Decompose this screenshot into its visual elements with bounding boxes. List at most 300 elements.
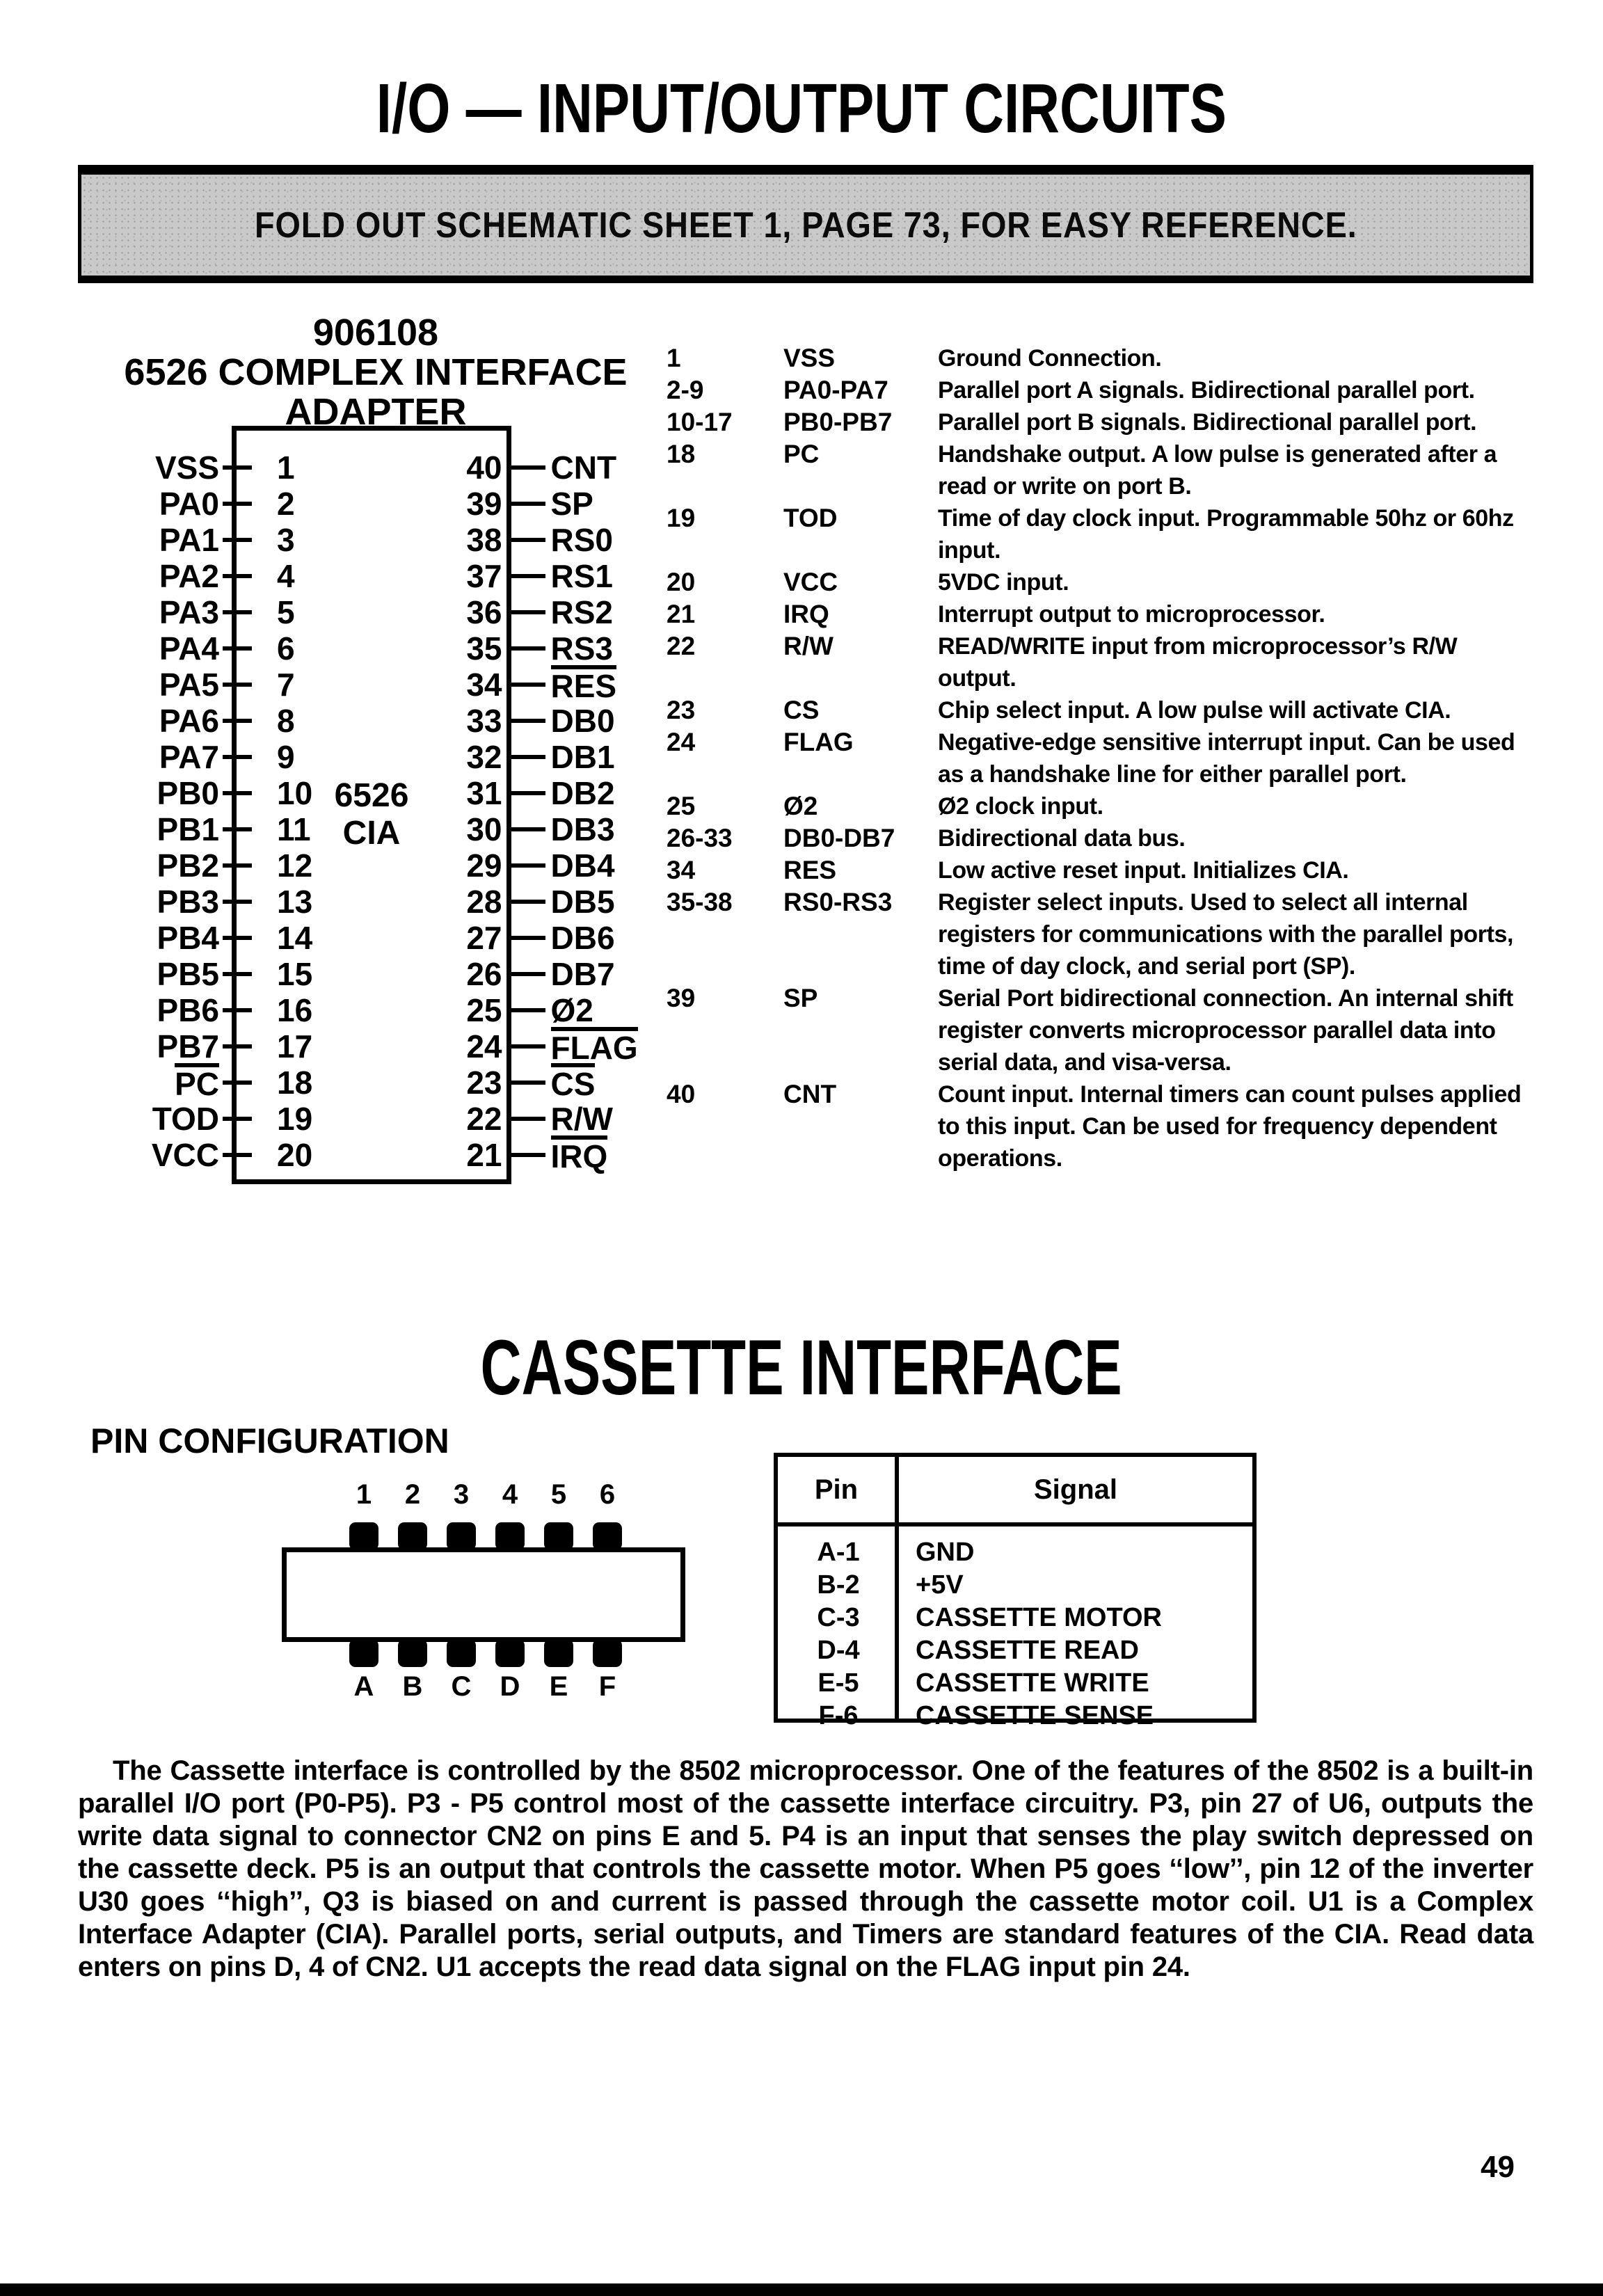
- connector-top-labels: [349, 1479, 622, 1510]
- left-pin-line: [221, 667, 252, 703]
- cassette-pin-cell: B-2: [817, 1570, 860, 1600]
- left-pin-line: [221, 558, 252, 594]
- pin-line-bar: [511, 1153, 545, 1157]
- pin-description-row: [667, 886, 1533, 982]
- description-pin-numbers: 26-33: [667, 824, 733, 852]
- cassette-pin-cell: A-1: [817, 1538, 860, 1567]
- description-pin-numbers: 24: [667, 728, 696, 756]
- left-pin-label: PB3: [157, 884, 219, 920]
- pin-description-row: [667, 790, 1533, 822]
- connector-pin-number: 2: [404, 1479, 421, 1510]
- right-pin-label: RES: [545, 665, 648, 705]
- pin-description-row: [667, 374, 1533, 406]
- right-pin-number: 39: [466, 486, 502, 522]
- left-pin-number: 4: [277, 558, 295, 594]
- description-text: Register select inputs. Used to select all internal registers for communications with the parallel ports, time of day clock, and serial port (SP).: [938, 889, 1514, 980]
- description-pin-numbers: 25: [667, 792, 696, 820]
- left-pin-number: 12: [277, 847, 313, 884]
- description-pin-numbers: 10-17: [667, 408, 733, 436]
- description-text: Parallel port A signals. Bidirectional parallel port.: [938, 377, 1475, 404]
- cassette-table-row: [778, 1700, 1252, 1732]
- left-pin-label: PA0: [159, 486, 219, 522]
- right-pin-number: 40: [466, 449, 502, 486]
- connector-pin-letter: B: [402, 1671, 423, 1702]
- left-pin-number: 18: [277, 1065, 313, 1101]
- right-pin-label: DB0: [550, 703, 615, 739]
- left-pin-line: [221, 1028, 252, 1065]
- right-pin-label: DB4: [550, 847, 615, 884]
- cassette-table-row: [778, 1569, 1252, 1602]
- right-pin-line: [502, 594, 545, 630]
- connector-tooth: [349, 1639, 378, 1667]
- connector-tooth: [544, 1522, 573, 1550]
- chip-pin-row: [104, 920, 647, 956]
- cassette-signal-cell: +5V: [916, 1570, 964, 1600]
- description-text: Serial Port bidirectional connection. An internal shift register converts microprocessor parallel data into serial data, and visa-versa.: [938, 985, 1513, 1076]
- description-pin-numbers: 18: [667, 440, 696, 468]
- pin-description-row: [667, 598, 1533, 630]
- right-pin-line: [502, 630, 545, 667]
- page-title-text: I/O — INPUT/OUTPUT CIRCUITS: [376, 70, 1227, 148]
- description-text: Handshake output. A low pulse is generated after a read or write on port B.: [938, 441, 1497, 500]
- description-pin-name: TOD: [783, 504, 838, 532]
- pin-line-bar: [223, 574, 252, 578]
- right-pin-line: [502, 703, 545, 739]
- left-pin-label: PA4: [159, 630, 219, 667]
- right-pin-label: FLAG: [545, 1027, 648, 1067]
- description-pin-numbers: 34: [667, 856, 696, 884]
- connector-top-teeth: [349, 1522, 622, 1550]
- description-pin-name: IRQ: [783, 600, 829, 628]
- pin-line-bar: [223, 1153, 252, 1157]
- left-pin-number: 6: [277, 630, 295, 667]
- cassette-pin-cell: E-5: [818, 1668, 859, 1698]
- chip-name-line1: 6526 COMPLEX INTERFACE: [124, 351, 628, 393]
- right-pin-number: 37: [466, 558, 502, 594]
- right-pin-line: [502, 522, 545, 558]
- right-pin-number: 26: [466, 956, 502, 992]
- description-text: Chip select input. A low pulse will activate CIA.: [938, 697, 1451, 724]
- pin-line-bar: [223, 1044, 252, 1049]
- right-pin-label: DB1: [550, 739, 615, 775]
- cassette-interface-heading-text: CASSETTE INTERFACE: [480, 1324, 1123, 1411]
- pin-line-bar: [511, 1044, 545, 1049]
- description-text: Ø2 clock input.: [938, 793, 1103, 820]
- right-pin-label: CNT: [550, 449, 617, 486]
- right-pin-number: 38: [466, 522, 502, 558]
- chip-pin-row: [104, 594, 647, 630]
- left-pin-label: PA3: [159, 594, 219, 630]
- chip-pin-row: [104, 847, 647, 884]
- connector-tooth: [544, 1639, 573, 1667]
- right-pin-label: SP: [550, 486, 593, 522]
- left-pin-line: [221, 703, 252, 739]
- right-pin-line: [502, 486, 545, 522]
- left-pin-line: [221, 449, 252, 486]
- description-pin-name: VSS: [783, 344, 836, 372]
- right-pin-line: [502, 956, 545, 992]
- chip-pin-row: [104, 739, 647, 775]
- right-pin-line: [502, 1065, 545, 1101]
- connector-tooth: [593, 1522, 622, 1550]
- pin-line-bar: [511, 574, 545, 578]
- pin-line-bar: [511, 610, 545, 614]
- pin-line-bar: [511, 972, 545, 976]
- pin-line-bar: [223, 972, 252, 976]
- pin-description-row: [667, 726, 1533, 790]
- pin-line-bar: [223, 610, 252, 614]
- pin-line-bar: [223, 863, 252, 868]
- chip-heading: [104, 313, 647, 432]
- description-pin-numbers: 40: [667, 1080, 696, 1108]
- left-pin-number: 11: [277, 811, 311, 847]
- right-pin-line: [502, 884, 545, 920]
- description-pin-name: CNT: [783, 1080, 837, 1108]
- connector-tooth: [495, 1639, 525, 1667]
- cassette-table-row: [778, 1634, 1252, 1667]
- left-pin-number: 10: [277, 775, 313, 811]
- left-pin-line: [221, 486, 252, 522]
- pin-line-bar: [511, 1008, 545, 1012]
- right-pin-label: CS: [545, 1063, 648, 1103]
- description-pin-numbers: 1: [667, 344, 681, 372]
- pin-description-row: [667, 438, 1533, 502]
- left-pin-number: 19: [277, 1101, 313, 1137]
- left-pin-number: 15: [277, 956, 313, 992]
- left-pin-line: [221, 594, 252, 630]
- cassette-table-row: [778, 1602, 1252, 1634]
- right-pin-number: 28: [466, 884, 502, 920]
- right-pin-number: 33: [466, 703, 502, 739]
- left-pin-line: [221, 1137, 252, 1173]
- cassette-table-row: [778, 1536, 1252, 1569]
- right-pin-number: 24: [466, 1028, 502, 1065]
- pin-line-bar: [223, 538, 252, 542]
- pin-description-row: [667, 822, 1533, 854]
- right-pin-number: 36: [466, 594, 502, 630]
- right-pin-label: DB7: [550, 956, 615, 992]
- pin-line-bar: [223, 755, 252, 759]
- pin-description-list: [667, 342, 1533, 1174]
- connector-pin-letter: F: [598, 1671, 616, 1702]
- connector-tooth: [495, 1522, 525, 1550]
- chip-pin-row: [104, 630, 647, 667]
- description-text: Bidirectional data bus.: [938, 825, 1186, 852]
- left-pin-number: 7: [277, 667, 295, 703]
- connector-bottom-labels: [349, 1671, 622, 1703]
- description-pin-numbers: 35-38: [667, 888, 733, 916]
- left-pin-label: PA1: [159, 522, 219, 558]
- right-pin-label: DB5: [550, 884, 615, 920]
- connector-bottom-teeth: [349, 1639, 622, 1667]
- chip-pin-row: [104, 522, 647, 558]
- chip-pin-row: [104, 667, 647, 703]
- right-pin-line: [502, 739, 545, 775]
- left-pin-line: [221, 920, 252, 956]
- description-pin-name: FLAG: [783, 728, 854, 756]
- connector-tooth: [447, 1522, 476, 1550]
- description-pin-name: PA0-PA7: [783, 376, 888, 404]
- left-pin-line: [221, 1101, 252, 1137]
- right-pin-number: 22: [466, 1101, 502, 1137]
- page-title: [0, 70, 1603, 148]
- right-pin-number: 25: [466, 992, 502, 1028]
- pin-line-bar: [511, 646, 545, 651]
- description-text: Interrupt output to microprocessor.: [938, 601, 1325, 628]
- right-pin-line: [502, 1028, 545, 1065]
- left-pin-label: VSS: [154, 449, 219, 486]
- connector-pin-number: 5: [550, 1479, 567, 1510]
- pin-description-row: [667, 406, 1533, 438]
- pin-line-bar: [223, 936, 252, 940]
- chip-pin-row: [104, 1137, 647, 1173]
- pin-line-bar: [223, 465, 252, 470]
- description-pin-name: PB0-PB7: [783, 408, 893, 436]
- pin-line-bar: [511, 1081, 545, 1085]
- table-header-signal: Signal: [1033, 1474, 1118, 1505]
- description-pin-numbers: 22: [667, 632, 696, 660]
- pin-description-row: [667, 630, 1533, 694]
- chip-pin-row: [104, 956, 647, 992]
- pin-line-bar: [223, 1081, 252, 1085]
- page-number: 49: [1481, 2150, 1515, 2184]
- left-pin-number: 20: [277, 1137, 313, 1173]
- left-pin-label: PB1: [157, 811, 219, 847]
- connector-pin-letter: C: [451, 1671, 472, 1702]
- right-pin-line: [502, 558, 545, 594]
- connector-tooth: [593, 1639, 622, 1667]
- right-pin-label: RS2: [550, 594, 613, 630]
- pin-line-bar: [223, 1008, 252, 1012]
- pin-description-row: [667, 502, 1533, 566]
- connector-tooth: [349, 1522, 378, 1550]
- left-pin-line: [221, 956, 252, 992]
- cassette-description-paragraph: The Cassette interface is controlled by the 8502 microprocessor. One of the features of the 8502 is a built-in parallel I/O port (P0-P5). P3 - P5 control most of the cassette interface circuitry. P3, pin 27 of U6, outputs the write data signal to connector CN2 on pins E and 5. P4 is an input that senses the play switch depressed on the cassette deck. P5 is an output that controls the cassette motor. When P5 goes ‘‘low’’, pin 12 of the inverter U30 goes ‘‘high’’, Q3 is biased on and current is passed through the cassette motor coil. U1 is a Complex Interface Adapter (CIA). Parallel ports, serial outputs, and Timers are standard features of the CIA. Read data enters on pins D, 4 of CN2. U1 accepts the read data signal on the FLAG input pin 24.: [78, 1755, 1533, 1982]
- right-pin-line: [502, 920, 545, 956]
- pin-line-bar: [511, 502, 545, 506]
- pin-line-bar: [511, 755, 545, 759]
- left-pin-line: [221, 884, 252, 920]
- pin-configuration-heading: PIN CONFIGURATION: [90, 1421, 449, 1460]
- left-pin-number: 17: [277, 1028, 313, 1065]
- right-pin-number: 32: [466, 739, 502, 775]
- description-text: Ground Connection.: [938, 345, 1162, 372]
- pin-line-bar: [511, 538, 545, 542]
- pin-description-row: [667, 854, 1533, 886]
- left-pin-number: 3: [277, 522, 295, 558]
- left-pin-number: 8: [277, 703, 295, 739]
- left-pin-line: [221, 522, 252, 558]
- description-pin-name: PC: [783, 440, 820, 468]
- left-pin-number: 14: [277, 920, 313, 956]
- description-pin-name: R/W: [783, 632, 834, 660]
- description-pin-name: RS0-RS3: [783, 888, 893, 916]
- pin-line-bar: [511, 863, 545, 868]
- chip-pin-row: [104, 449, 647, 486]
- connector-tooth: [398, 1639, 427, 1667]
- description-pin-numbers: 39: [667, 984, 696, 1012]
- right-pin-label: DB6: [550, 920, 615, 956]
- pin-description-row: [667, 566, 1533, 598]
- pin-line-bar: [511, 900, 545, 904]
- right-pin-number: 30: [466, 811, 502, 847]
- description-pin-numbers: 2-9: [667, 376, 704, 404]
- cassette-pin-cell: C-3: [817, 1603, 860, 1632]
- cassette-signal-cell: CASSETTE MOTOR: [916, 1603, 1162, 1632]
- chip-pin-row: [104, 992, 647, 1028]
- left-pin-label: PB4: [157, 920, 219, 956]
- left-pin-number: 5: [277, 594, 295, 630]
- left-pin-label: PA6: [159, 703, 219, 739]
- left-pin-label: PA2: [159, 558, 219, 594]
- pin-line-bar: [511, 683, 545, 687]
- pin-line-bar: [223, 1117, 252, 1121]
- description-pin-name: RES: [783, 856, 837, 884]
- connector-pin-number: 1: [356, 1479, 372, 1510]
- pin-line-bar: [511, 791, 545, 795]
- right-pin-number: 23: [466, 1065, 502, 1101]
- chip-pin-row: [104, 1028, 647, 1065]
- description-pin-numbers: 21: [667, 600, 696, 628]
- chip-pin-row: [104, 884, 647, 920]
- pin-line-bar: [511, 936, 545, 940]
- description-text: Low active reset input. Initializes CIA.: [938, 857, 1349, 884]
- left-pin-label: PB2: [157, 847, 219, 884]
- right-pin-line: [502, 667, 545, 703]
- chip-center-label-2: CIA: [342, 815, 401, 852]
- pin-line-bar: [223, 502, 252, 506]
- pin-description-row: [667, 1078, 1533, 1174]
- description-pin-numbers: 19: [667, 504, 696, 532]
- right-pin-label: RS0: [550, 522, 613, 558]
- pin-line-bar: [511, 719, 545, 723]
- cassette-interface-heading: [0, 1324, 1603, 1411]
- right-pin-number: 29: [466, 847, 502, 884]
- reference-banner-text: FOLD OUT SCHEMATIC SHEET 1, PAGE 73, FOR EASY REFERENCE.: [254, 205, 1357, 246]
- connector-pin-letter: A: [353, 1671, 374, 1702]
- left-pin-label: PC: [104, 1063, 221, 1103]
- description-pin-numbers: 23: [667, 696, 696, 724]
- connector-body: [282, 1547, 685, 1642]
- cassette-table-rows: [778, 1526, 1252, 1730]
- chip-pin-row: [104, 558, 647, 594]
- cassette-pin-cell: F-6: [818, 1701, 859, 1730]
- chip-pin-row: [104, 703, 647, 739]
- left-pin-number: 9: [277, 739, 295, 775]
- left-pin-line: [221, 739, 252, 775]
- connector-pin-letter: E: [549, 1671, 568, 1702]
- right-pin-label: DB3: [550, 811, 615, 847]
- right-pin-number: 34: [466, 667, 502, 703]
- left-pin-line: [221, 992, 252, 1028]
- right-pin-label: IRQ: [545, 1135, 648, 1175]
- pin-description-row: [667, 982, 1533, 1078]
- pin-line-bar: [223, 646, 252, 651]
- pin-description-row: [667, 342, 1533, 374]
- left-pin-number: 2: [277, 486, 295, 522]
- left-pin-label: TOD: [152, 1101, 219, 1137]
- left-pin-label: PB5: [157, 956, 219, 992]
- connector-pin-number: 4: [502, 1479, 518, 1510]
- right-pin-label: Ø2: [550, 992, 593, 1028]
- connector-pin-number: 3: [453, 1479, 470, 1510]
- cassette-signal-cell: CASSETTE WRITE: [916, 1668, 1149, 1698]
- cassette-signal-cell: GND: [916, 1538, 975, 1567]
- connector-pin-letter: D: [500, 1671, 520, 1702]
- right-pin-number: 35: [466, 630, 502, 667]
- pin-line-bar: [511, 465, 545, 470]
- right-pin-label: RS3: [550, 630, 613, 667]
- cassette-pin-table: [774, 1453, 1257, 1730]
- left-pin-label: PB7: [157, 1028, 219, 1065]
- right-pin-line: [502, 1101, 545, 1137]
- pin-line-bar: [511, 1117, 545, 1121]
- right-pin-number: 21: [466, 1137, 502, 1173]
- left-pin-label: PB6: [157, 992, 219, 1028]
- right-pin-line: [502, 992, 545, 1028]
- connector-tooth: [447, 1639, 476, 1667]
- right-pin-label: RS1: [550, 558, 613, 594]
- chip-center-label-1: 6526: [334, 777, 409, 814]
- left-pin-line: [221, 1065, 252, 1101]
- pin-line-bar: [223, 719, 252, 723]
- left-pin-number: 16: [277, 992, 313, 1028]
- chip-pin-row: [104, 1101, 647, 1137]
- pin-description-row: [667, 694, 1533, 726]
- description-pin-name: Ø2: [783, 792, 818, 820]
- left-pin-label: VCC: [151, 1137, 219, 1173]
- description-text: Parallel port B signals. Bidirectional parallel port.: [938, 409, 1477, 436]
- description-text: Count input. Internal timers can count pulses applied to this input. Can be used for frequency dependent operations.: [938, 1081, 1522, 1172]
- right-pin-label: DB2: [550, 775, 615, 811]
- cassette-table-row: [778, 1667, 1252, 1700]
- pin-line-bar: [223, 683, 252, 687]
- left-pin-number: 1: [277, 449, 295, 486]
- description-pin-name: VCC: [783, 568, 838, 596]
- description-text: Time of day clock input. Programmable 50hz or 60hz input.: [938, 505, 1514, 564]
- description-pin-name: DB0-DB7: [783, 824, 895, 852]
- right-pin-number: 31: [466, 775, 502, 811]
- cassette-pin-cell: D-4: [817, 1636, 860, 1665]
- description-text: READ/WRITE input from microprocessor’s R/W output.: [938, 633, 1458, 692]
- left-pin-label: PB0: [157, 775, 219, 811]
- chip-name-line2: ADAPTER: [285, 391, 467, 433]
- right-pin-line: [502, 847, 545, 884]
- description-pin-name: CS: [783, 696, 820, 724]
- scan-edge-bar: [0, 2283, 1603, 2296]
- description-text: 5VDC input.: [938, 569, 1069, 596]
- left-pin-line: [221, 630, 252, 667]
- description-pin-numbers: 20: [667, 568, 696, 596]
- right-pin-line: [502, 449, 545, 486]
- chip-pin-row: [104, 1065, 647, 1101]
- reference-banner: [78, 165, 1533, 283]
- right-pin-number: 27: [466, 920, 502, 956]
- connector-tooth: [398, 1522, 427, 1550]
- description-text: Negative-edge sensitive interrupt input. Can be used as a handshake line for either parallel port.: [938, 729, 1515, 788]
- cassette-signal-cell: CASSETTE READ: [916, 1636, 1139, 1665]
- left-pin-number: 13: [277, 884, 313, 920]
- left-pin-line: [221, 847, 252, 884]
- pin-line-bar: [511, 827, 545, 831]
- right-pin-line: [502, 1137, 545, 1173]
- description-pin-name: SP: [783, 984, 818, 1012]
- chip-part-number: 906108: [312, 312, 439, 353]
- left-pin-label: PA7: [159, 739, 219, 775]
- chip-pin-row: [104, 486, 647, 522]
- cassette-signal-cell: CASSETTE SENSE: [916, 1701, 1154, 1730]
- left-pin-label: PA5: [159, 667, 219, 703]
